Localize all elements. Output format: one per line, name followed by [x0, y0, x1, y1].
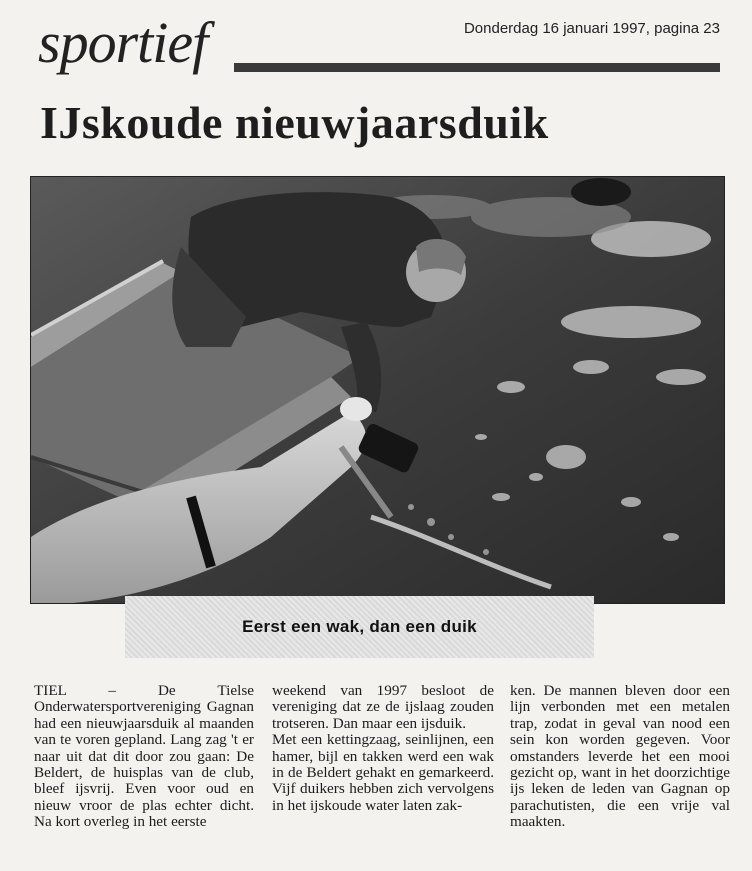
section-title: sportief: [38, 10, 208, 75]
photo: [30, 176, 725, 604]
article-column-3: [510, 683, 730, 831]
photo-illustration: [31, 177, 725, 604]
photo-caption: Eerst een wak, dan een duik: [242, 617, 477, 636]
section-rule: [234, 63, 720, 72]
column-1-paragraph: TIEL – De Tielse Onderwatersportvereniging Gagnan had een nieuwjaarsduik al maanden van te voren gepland. Lang zag 't er naar uit dat dit door zou gaan: De Beldert, de huisplas van de club, bleef ijsvrij. Even voor oud en nieuw vroor de plas echter dicht. Na kort overleg in het eerste: [34, 682, 254, 831]
caption-box: [125, 596, 594, 658]
dateline: Donderdag 16 januari 1997, pagina 23: [463, 20, 720, 37]
headline: IJskoude nieuwjaarsduik: [40, 97, 549, 148]
column-2-paragraph-1: weekend van 1997 besloot de vereniging dat ze de ijslaag zouden trotseren. Dan maar een ijsduik.: [272, 682, 494, 732]
column-3-paragraph: ken. De mannen bleven door een lijn verbonden met een metalen trap, zodat in geval van nood een sein kon worden gegeven. Voor omstanders leverde het een mooi gezicht op, want in het doorzichtige ijs leken de leden van Gagnan op parachutisten, die een vrije val maakten.: [510, 682, 730, 831]
column-2-paragraph-2: Met een kettingzaag, seinlijnen, een hamer, bijl en takken werd een wak in de Beldert gehakt en gemarkeerd. Vijf duikers hebben zich vervolgens in het ijskoude water laten zak-: [272, 731, 494, 814]
article-column-2: [272, 683, 494, 814]
article-column-1: [34, 683, 254, 831]
